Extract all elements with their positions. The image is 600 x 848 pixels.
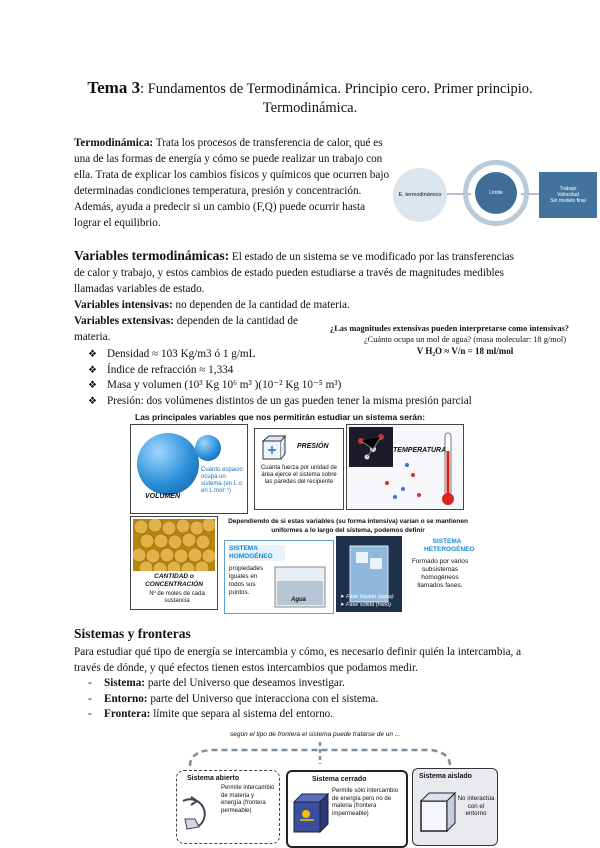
cycle-center-label: Límite xyxy=(489,190,503,196)
cerrado-card xyxy=(286,770,408,848)
heterogeneo-desc: Formado por varios subsistemas homogéneos llamados fases. xyxy=(411,558,469,589)
fase-liquida: ➤ Fase líquida (agua) xyxy=(340,594,394,600)
homogeneo-card xyxy=(224,540,334,614)
pressure-cube-icon xyxy=(261,435,287,461)
aislado-title: Sistema aislado xyxy=(419,773,472,780)
abierto-card xyxy=(176,770,280,844)
intro-term: Termodinámica: xyxy=(74,137,154,149)
question-title: ¿Las magnitudes extensivas pueden interpretarse como intensivas? xyxy=(330,324,569,333)
temperatura-label: TEMPERATURA xyxy=(393,447,447,454)
topic-title: : Fundamentos de Termodinámica. Principio cero. Primer principio. Termodinámica. xyxy=(140,81,533,116)
cycle-center-node xyxy=(463,160,529,226)
extensive-term: Variables extensivas: xyxy=(74,315,174,327)
item-term: Sistema: xyxy=(104,677,146,689)
variables-list xyxy=(86,347,526,409)
aislado-desc: No interactúa con el entorno xyxy=(457,795,495,817)
cycle-right-label: Trabajo Velocidad Sin modelo final xyxy=(550,186,586,204)
temperature-illustration xyxy=(347,425,463,509)
volumen-desc: Cuánto espacio ocupa un sistema (en L o en L mol⁻¹) xyxy=(201,467,243,494)
abierto-title: Sistema abierto xyxy=(187,775,240,782)
systems-heading: Sistemas y fronteras xyxy=(74,626,191,641)
presion-desc: Cuánta fuerza por unidad de área ejerce el sistema sobre las paredes del recipiente xyxy=(260,465,338,485)
volume-sphere-large xyxy=(137,433,199,495)
depend-text: Dependiendo de si estas variables (su forma intensiva) varían o se mantienen uniformes a lo largo del sistema, podemos definir xyxy=(228,518,468,534)
fase-solida: ➤ Fase sólida (hielo) xyxy=(340,602,392,608)
fase-liquida-text: Fase líquida (agua) xyxy=(346,594,394,600)
volumen-card xyxy=(130,424,248,514)
item-term: Entorno: xyxy=(104,692,148,705)
temperatura-card xyxy=(346,424,464,510)
intro-text: Trata los procesos de transferencia de calor, qué es una de las formas de energía y cómo se puede realizar un trabajo con ella. Trata de explicar los cambios físicos y químicos que ocurren bajo determinadas condiciones temperatura, presión y concentración. Además, ayuda a predecir si un cambio (F,Q) puede ocurrir hasta lograr el equilibrio. xyxy=(74,137,390,229)
question-formula: V H₂O ≈ V/n = 18 ml/mol xyxy=(416,346,514,356)
closed-system-icon xyxy=(290,790,330,840)
list-item xyxy=(74,707,514,723)
aislado-card xyxy=(412,768,498,846)
cycle-diagram xyxy=(393,160,598,228)
figure2-connectors xyxy=(170,738,470,768)
volumen-label: VOLUMEN xyxy=(145,493,180,500)
presion-card xyxy=(254,428,344,510)
fase-solida-text: Fase sólida (hielo) xyxy=(346,602,392,608)
isolated-system-icon xyxy=(417,789,457,839)
abierto-desc: Permite intercambio de materia y energía (frontera permeable) xyxy=(221,785,275,814)
moles-illustration xyxy=(133,519,215,571)
item-text: parte del Universo que interacciona con el sistema. xyxy=(150,692,379,705)
variables-heading: Variables termodinámicas: xyxy=(74,248,230,263)
question-line: ¿Cuánto ocupa un mol de agua? (masa molecular: 18 g/mol) xyxy=(363,335,567,344)
item-text: límite que separa al sistema del entorno. xyxy=(153,708,334,720)
open-system-icon xyxy=(179,793,213,835)
list-item xyxy=(74,676,514,692)
variables-paragraph xyxy=(74,248,522,297)
volume-sphere-small xyxy=(195,435,221,461)
variables-text: El estado de un sistema se ve modificado por las transferencias de calor y trabajo, y estos cambios de estado pueden estudiarse a través de magnitudes medibles llamadas variables de estado. xyxy=(74,251,515,295)
list-item: ❖ Masa y volumen (10³ Kg 10⁶ m³ )(10⁻² Kg 10⁻⁵ m³) xyxy=(86,378,526,394)
cycle-left-label: E. termodinámico xyxy=(398,192,442,198)
item-term: Frontera: xyxy=(104,708,151,720)
extensive-line xyxy=(74,313,324,345)
homogeneo-label: SISTEMA HOMOGÉNEO xyxy=(229,545,285,561)
cerrado-title: Sistema cerrado xyxy=(312,776,367,783)
heterogeneo-label: SISTEMA HETEROGÉNEO xyxy=(424,538,475,553)
figure2-caption: según el tipo de frontera el sistema puede tratarse de un ... xyxy=(230,731,401,738)
list-item: ❖ Índice de refracción ≈ 1,334 xyxy=(86,363,526,379)
list-item: ❖ Presión: dos volúmenes distintos de un gas pueden tener la misma presión parcial xyxy=(86,394,526,410)
intensive-line xyxy=(74,297,522,313)
cerrado-desc: Permite sólo intercambio de energía pero no de materia (frontera impermeable) xyxy=(332,788,399,817)
intensive-term: Variables intensivas: xyxy=(74,299,173,311)
systems-text: Para estudiar qué tipo de energía se intercambia y cómo, es necesario definir quién la intercambia, a través de dónde, y qué efectos tienen estos intercambios que podamos medir. xyxy=(74,646,522,674)
heterogeneo-card xyxy=(336,536,475,612)
presion-label: PRESIÓN xyxy=(297,443,329,450)
intensive-text: no dependen de la cantidad de materia. xyxy=(175,299,350,311)
topic-number: Tema 3 xyxy=(87,78,141,97)
page-title xyxy=(60,78,560,118)
cantidad-card xyxy=(130,516,218,610)
intro-paragraph xyxy=(74,135,394,231)
extensive-text: dependen de la cantidad de materia. xyxy=(74,315,298,343)
agua-label: Agua xyxy=(291,597,306,603)
list-item xyxy=(74,692,514,708)
cantidad-label: CANTIDAD o CONCENTRACIÓN xyxy=(145,573,203,588)
cycle-right-node xyxy=(539,172,597,218)
cantidad-desc: Nº de moles de cada sustancia xyxy=(149,591,205,604)
figure1-caption: Las principales variables que nos permitirán estudiar un sistema serán: xyxy=(135,412,426,422)
list-item: ❖ Densidad ≈ 103 Kg/m3 ó 1 g/mL xyxy=(86,347,526,363)
homogeneo-desc: propiedades iguales en todos sus puntos. xyxy=(229,565,264,596)
systems-list xyxy=(74,676,514,723)
item-text: parte del Universo que deseamos investigar. xyxy=(147,677,345,689)
cycle-left-node xyxy=(393,168,447,222)
